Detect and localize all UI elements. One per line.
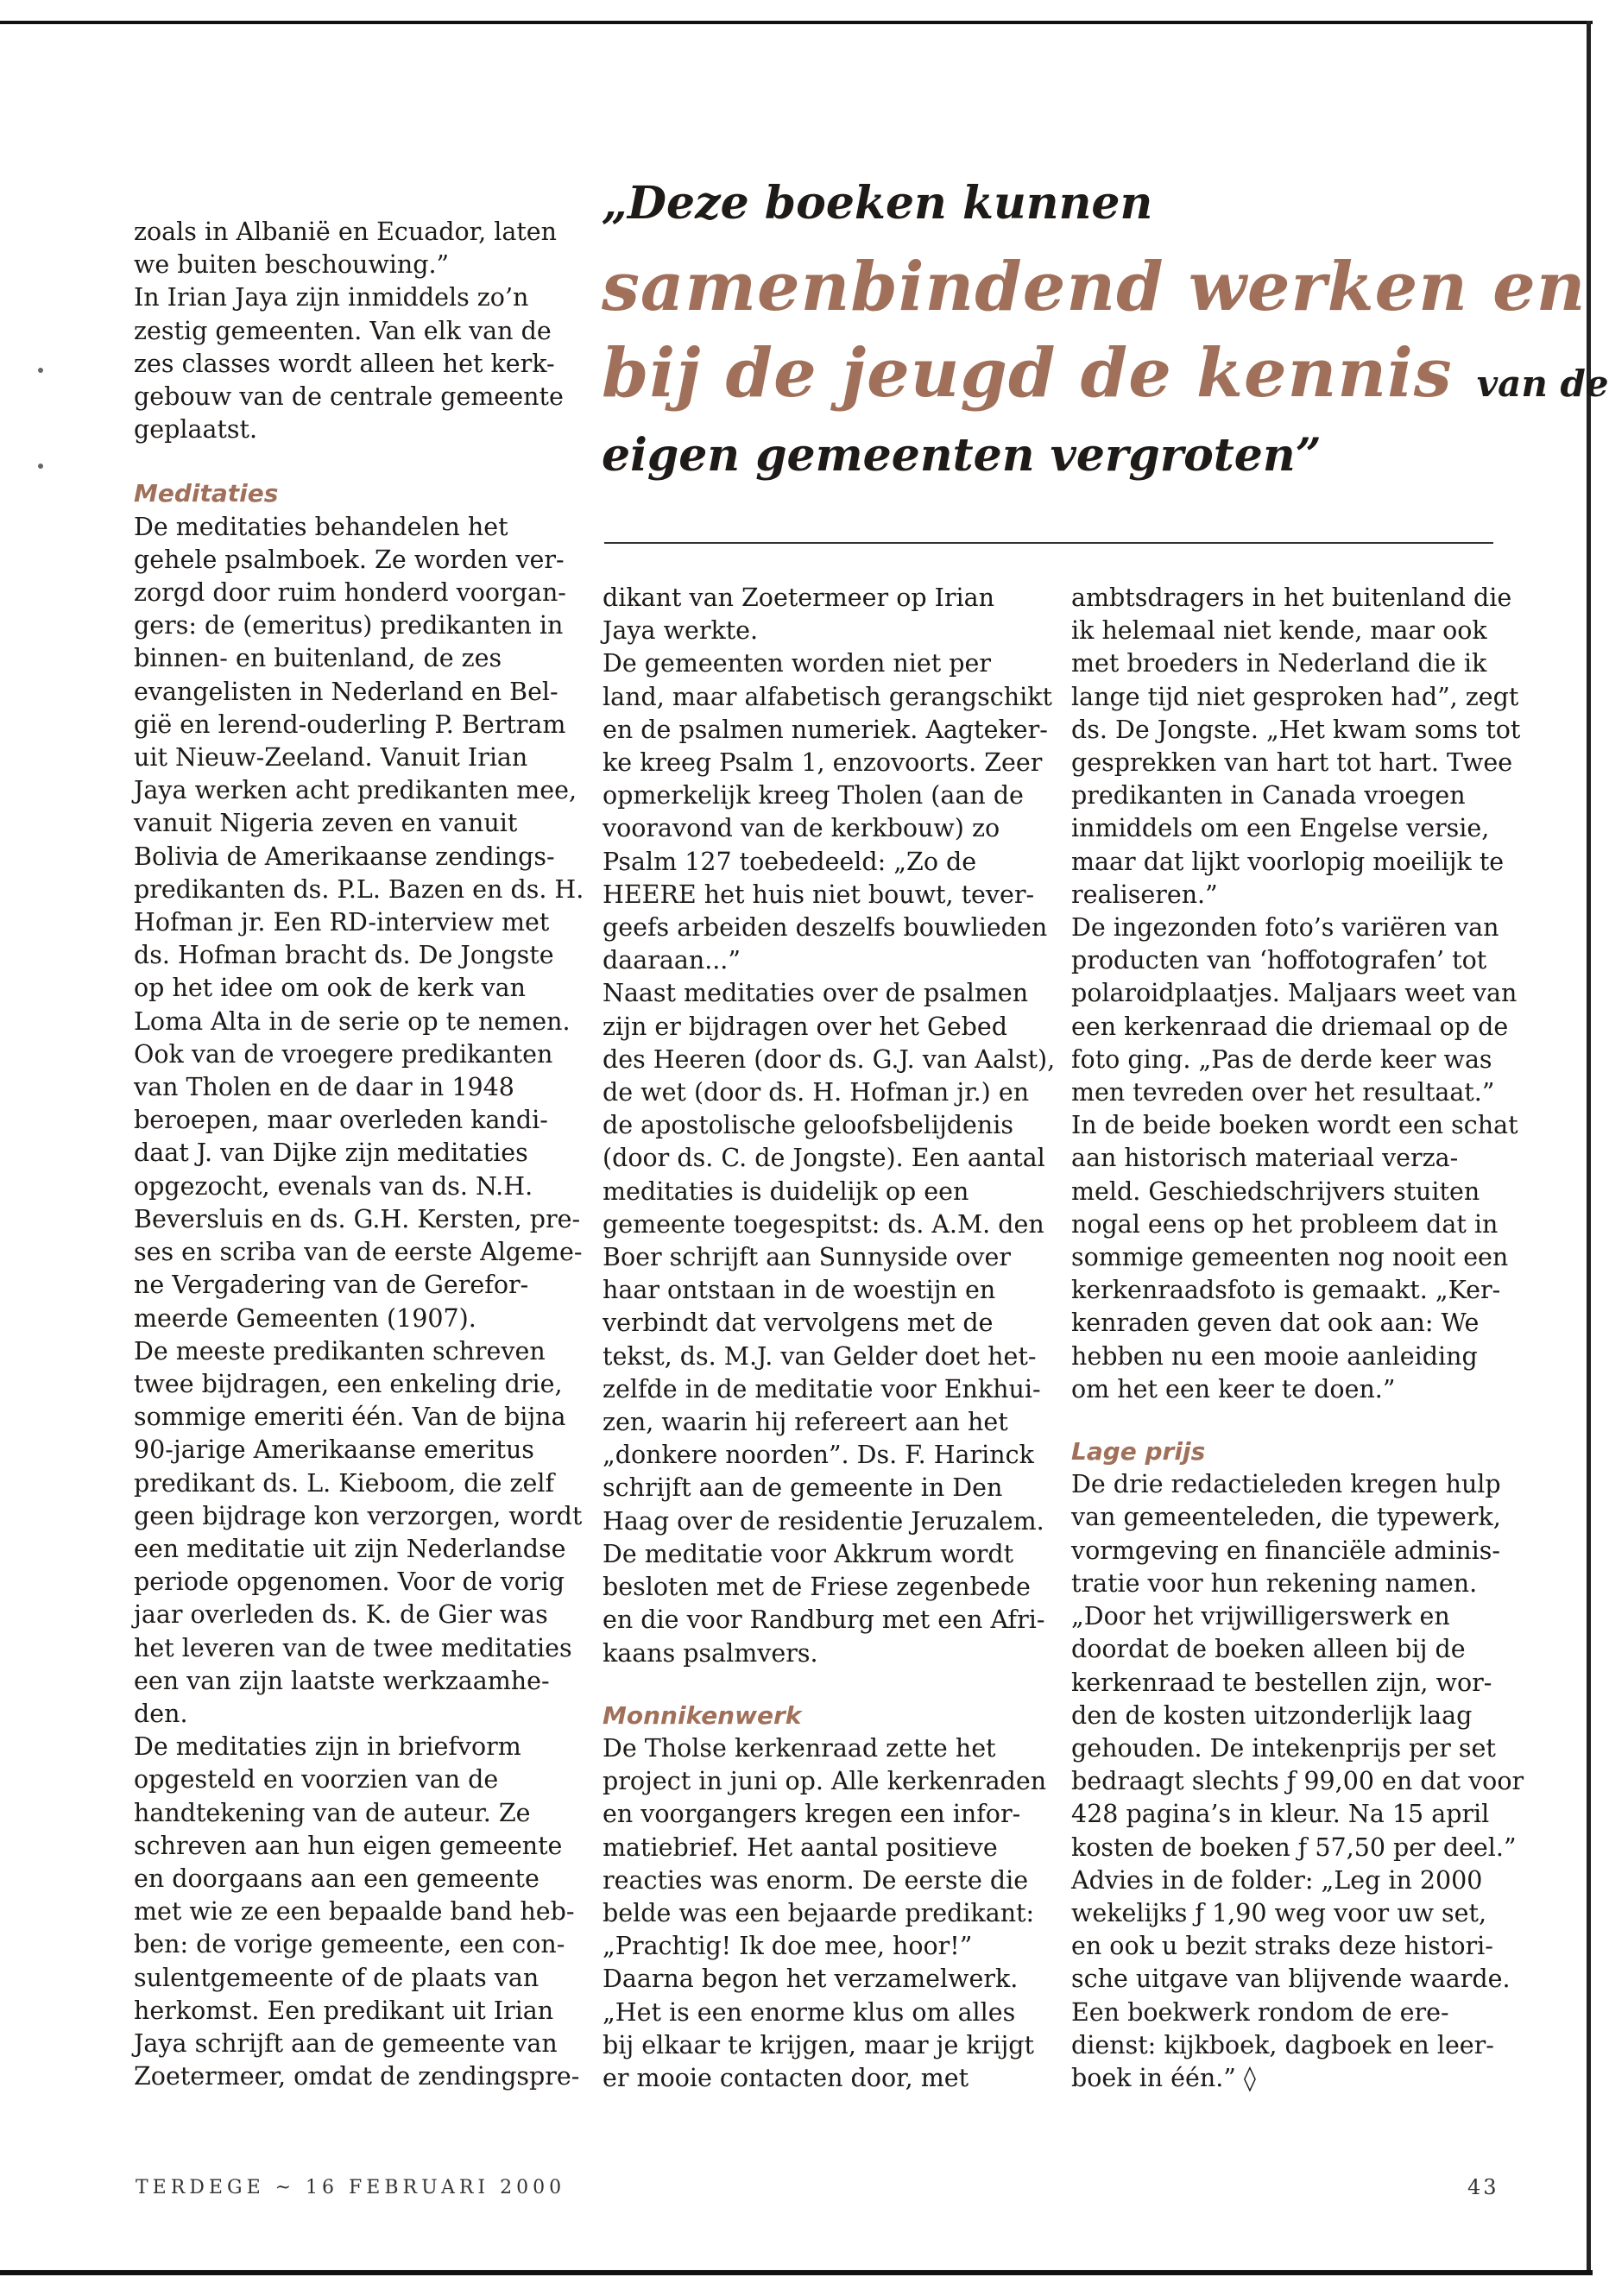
- text-line: evangelisten in Nederland en Bel-: [134, 677, 558, 706]
- text-line: binnen- en buitenland, de zes: [134, 644, 502, 673]
- text-line: men tevreden over het resultaat.”: [1071, 1078, 1495, 1107]
- margin-dot: [38, 368, 43, 373]
- text-line: De meditaties zijn in briefvorm: [134, 1732, 521, 1762]
- text-line: het leveren van de twee meditaties: [134, 1633, 572, 1662]
- top-border: [0, 21, 1593, 24]
- text-line: lange tijd niet gesproken had”, zegt: [1071, 682, 1519, 711]
- text-line: ds. Hofman bracht ds. De Jongste: [134, 941, 554, 970]
- pull-quote-line-3: [602, 334, 1609, 413]
- text-line: en doorgaans aan een gemeente: [134, 1864, 539, 1893]
- text-line: gebouw van de centrale gemeente: [134, 382, 564, 412]
- text-line: handtekening van de auteur. Ze: [134, 1798, 531, 1827]
- text-line: Ook van de vroegere predikanten: [134, 1039, 553, 1069]
- text-line: kerkenraad te bestellen zijn, wor-: [1071, 1668, 1492, 1697]
- text-line: De ingezonden foto’s variëren van: [1071, 913, 1499, 943]
- text-line: Hofman jr. Een RD-interview met: [134, 908, 550, 937]
- text-line: met wie ze een bepaalde band heb-: [134, 1897, 575, 1927]
- text-line: verbindt dat vervolgens met de: [603, 1309, 994, 1338]
- pull-quote-line-2: samenbindend werken en: [602, 248, 1587, 326]
- text-line: doordat de boeken alleen bij de: [1071, 1635, 1466, 1664]
- text-line: zijn er bijdragen over het Gebed: [603, 1012, 1008, 1041]
- text-line: vooravond van de kerkbouw) zo: [603, 814, 1000, 843]
- text-line: vanuit Nigeria zeven en vanuit: [134, 809, 518, 838]
- text-line: en de psalmen numeriek. Aagteker-: [603, 715, 1048, 744]
- text-line: zorgd door ruim honderd voorgan-: [134, 578, 566, 608]
- text-line: opgesteld en voorzien van de: [134, 1765, 499, 1795]
- text-line: schreven aan hun eigen gemeente: [134, 1831, 563, 1860]
- pull-quote-divider: [604, 542, 1493, 544]
- column-middle-after: [603, 1732, 1051, 2095]
- text-line: een van zijn laatste werkzaamhe-: [134, 1666, 550, 1695]
- text-line: De meditaties behandelen het: [134, 512, 508, 541]
- text-line: Psalm 127 toebedeeld: „Zo de: [603, 847, 977, 876]
- text-line: en voorgangers kregen een infor-: [603, 1800, 1021, 1829]
- text-line: we buiten beschouwing.”: [134, 250, 450, 280]
- text-line: ik helemaal niet kende, maar ook: [1071, 616, 1487, 646]
- text-line: foto ging. „Pas de derde keer was: [1071, 1044, 1492, 1074]
- text-line: Beversluis en ds. G.H. Kersten, pre-: [134, 1204, 581, 1233]
- text-line: predikanten ds. P.L. Bazen en ds. H.: [134, 874, 584, 904]
- footer-publication: TERDEGE ~ 16 FEBRUARI 2000: [136, 2177, 566, 2198]
- column-right-after: [1071, 1468, 1524, 2095]
- bottom-border: [0, 2270, 1593, 2275]
- text-line: bedraagt slechts ƒ 99,00 en dat voor: [1071, 1767, 1524, 1796]
- text-line: periode opgenomen. Voor de vorig: [134, 1567, 565, 1597]
- text-line: gers: de (emeritus) predikanten in: [134, 611, 564, 640]
- text-line: bij elkaar te krijgen, maar je krijgt: [603, 2030, 1034, 2059]
- column-left-body: [134, 511, 584, 2094]
- subheading-monnikenwerk: Monnikenwerk: [603, 1700, 802, 1730]
- text-line: Haag over de residentie Jeruzalem.: [603, 1506, 1044, 1536]
- subheading-lage-prijs: Lage prijs: [1071, 1437, 1206, 1467]
- text-line: Jaya werken acht predikanten mee,: [134, 776, 577, 805]
- text-line: inmiddels om een Engelse versie,: [1071, 814, 1490, 843]
- column-left: [134, 216, 584, 2093]
- text-line: nogal eens op het probleem dat in: [1071, 1209, 1499, 1239]
- text-line: ambtsdragers in het buitenland die: [1071, 583, 1512, 612]
- text-line: boek in één.” ◊: [1071, 2063, 1256, 2092]
- text-line: zoals in Albanië en Ecuador, laten: [134, 218, 558, 246]
- text-line: des Heeren (door ds. G.J. van Aalst),: [603, 1044, 1056, 1074]
- text-line: de apostolische geloofsbelijdenis: [603, 1111, 1013, 1140]
- text-line: zes classes wordt alleen het kerk-: [134, 349, 555, 378]
- text-line: matiebrief. Het aantal positieve: [603, 1832, 998, 1862]
- text-line: sche uitgave van blijvende waarde.: [1071, 1965, 1511, 1994]
- text-line: producten van ‘hoffotografen’ tot: [1071, 946, 1487, 975]
- text-line: wekelijks ƒ 1,90 weg voor uw set,: [1071, 1898, 1487, 1927]
- text-line: meditaties is duidelijk op een: [603, 1176, 969, 1206]
- text-line: gemeente toegespitst: ds. A.M. den: [603, 1209, 1044, 1239]
- text-line: zelfde in de meditatie voor Enkhui-: [603, 1374, 1041, 1403]
- column-middle: [603, 582, 1056, 2095]
- text-line: om het een keer te doen.”: [1071, 1374, 1396, 1403]
- text-line: polaroidplaatjes. Maljaars weet van: [1071, 979, 1518, 1008]
- text-line: Een boekwerk rondom de ere-: [1071, 1997, 1449, 2027]
- column-right: [1071, 582, 1524, 2095]
- text-line: daat J. van Dijke zijn meditaties: [134, 1139, 528, 1168]
- text-line: tratie voor hun rekening namen.: [1071, 1568, 1478, 1598]
- text-line: belde was een bejaarde predikant:: [603, 1898, 1035, 1927]
- text-line: op het idee om ook de kerk van: [134, 974, 526, 1003]
- text-line: van gemeenteleden, die typewerk,: [1071, 1503, 1501, 1532]
- text-line: Daarna begon het verzamelwerk.: [603, 1965, 1019, 1994]
- pull-quote-line-3-main: bij de jeugd de kennis: [602, 334, 1453, 413]
- text-line: Jaya schrijft aan de gemeente van: [134, 2028, 558, 2058]
- text-line: gehele psalmboek. Ze worden ver-: [134, 545, 565, 574]
- text-line: Naast meditaties over de psalmen: [603, 979, 1029, 1008]
- text-line: „Het is een enorme klus om alles: [603, 1997, 1016, 2027]
- text-line: (door ds. C. de Jongste). Een aantal: [603, 1144, 1045, 1173]
- text-line: geplaatst.: [134, 415, 258, 445]
- text-line: realiseren.”: [1071, 880, 1218, 909]
- text-line: besloten met de Friese zegenbede: [603, 1573, 1031, 1602]
- text-line: ne Vergadering van de Gerefor-: [134, 1271, 529, 1300]
- text-line: Loma Alta in de serie op te nemen.: [134, 1006, 571, 1036]
- text-line: ds. De Jongste. „Het kwam soms tot: [1071, 715, 1521, 744]
- text-line: den de kosten uitzonderlijk laag: [1071, 1700, 1473, 1730]
- text-line: kerkenraadsfoto is gemaakt. „Ker-: [1071, 1276, 1501, 1305]
- text-line: „donkere noorden”. Ds. F. Harinck: [603, 1441, 1034, 1470]
- text-line: herkomst. Een predikant uit Irian: [134, 1996, 554, 2025]
- text-line: sulentgemeente of de plaats van: [134, 1963, 539, 1992]
- text-line: opmerkelijk kreeg Tholen (aan de: [603, 781, 1024, 811]
- text-line: meld. Geschiedschrijvers stuiten: [1071, 1176, 1480, 1206]
- text-line: van Tholen en de daar in 1948: [134, 1073, 514, 1102]
- text-line: Zoetermeer, omdat de zendingspre-: [134, 2062, 580, 2091]
- text-line: er mooie contacten door, met: [603, 2063, 969, 2092]
- text-line: HEERE het huis niet bouwt, tever-: [603, 880, 1035, 909]
- text-line: en ook u bezit straks deze histori-: [1071, 1932, 1493, 1961]
- text-line: De meeste predikanten schreven: [134, 1336, 546, 1366]
- text-line: zen, waarin hij refereert aan het: [603, 1408, 1008, 1437]
- text-line: met broeders in Nederland die ik: [1071, 649, 1487, 678]
- text-line: Advies in de folder: „Leg in 2000: [1071, 1865, 1483, 1895]
- text-line: twee bijdragen, een enkeling drie,: [134, 1369, 563, 1398]
- column-left-intro: [134, 216, 564, 446]
- text-line: predikant ds. L. Kieboom, die zelf: [134, 1468, 555, 1498]
- text-line: In Irian Jaya zijn inmiddels zo’n: [134, 283, 529, 312]
- text-line: geen bijdrage kon verzorgen, wordt: [134, 1501, 583, 1530]
- text-line: De gemeenten worden niet per: [603, 649, 992, 678]
- text-line: „Door het vrijwilligerswerk en: [1071, 1602, 1450, 1631]
- text-line: project in juni op. Alle kerkenraden: [603, 1767, 1047, 1796]
- text-line: reacties was enorm. De eerste die: [603, 1865, 1029, 1895]
- text-line: uit Nieuw-Zeeland. Vanuit Irian: [134, 743, 528, 773]
- text-line: ses en scriba van de eerste Algeme-: [134, 1238, 583, 1267]
- text-line: maar dat lijkt voorlopig moeilijk te: [1071, 847, 1505, 876]
- column-right-body: [1071, 582, 1520, 1406]
- text-line: schrijft aan de gemeente in Den: [603, 1473, 1003, 1503]
- text-line: dikant van Zoetermeer op Irian: [603, 583, 995, 612]
- text-line: vormgeving en financiële adminis-: [1071, 1536, 1500, 1565]
- text-line: een meditatie uit zijn Nederlandse: [134, 1534, 566, 1563]
- text-line: land, maar alfabetisch gerangschikt: [603, 682, 1052, 711]
- text-line: gehouden. De intekenprijs per set: [1071, 1733, 1496, 1763]
- text-line: „Prachtig! Ik doe mee, hoor!”: [603, 1932, 973, 1961]
- text-line: Bolivia de Amerikaanse zendings-: [134, 842, 555, 871]
- text-line: jaar overleden ds. K. de Gier was: [134, 1600, 548, 1630]
- text-line: 428 pagina’s in kleur. Na 15 april: [1071, 1800, 1490, 1829]
- text-line: kosten de boeken ƒ 57,50 per deel.”: [1071, 1832, 1517, 1862]
- text-line: predikanten in Canada vroegen: [1071, 781, 1466, 811]
- text-line: en die voor Randburg met een Afri-: [603, 1605, 1045, 1635]
- text-line: In de beide boeken wordt een schat: [1071, 1111, 1518, 1140]
- text-line: kenraden geven dat ook aan: We: [1071, 1309, 1480, 1338]
- text-line: tekst, ds. M.J. van Gelder doet het-: [603, 1341, 1037, 1371]
- text-line: Jaya werkte.: [603, 616, 759, 646]
- text-line: gesprekken van hart tot hart. Twee: [1071, 748, 1513, 778]
- text-line: De meditatie voor Akkrum wordt: [603, 1539, 1014, 1568]
- text-line: De Tholse kerkenraad zette het: [603, 1733, 996, 1763]
- subheading-meditaties: Meditaties: [134, 479, 279, 508]
- text-line: kaans psalmvers.: [603, 1638, 818, 1668]
- text-line: de wet (door ds. H. Hofman jr.) en: [603, 1078, 1030, 1107]
- text-line: daaraan...”: [603, 946, 741, 975]
- text-line: Boer schrijft aan Sunnyside over: [603, 1243, 1011, 1272]
- text-line: sommige gemeenten nog nooit een: [1071, 1243, 1509, 1272]
- text-line: meerde Gemeenten (1907).: [134, 1303, 476, 1333]
- text-line: haar ontstaan in de woestijn en: [603, 1276, 996, 1305]
- text-line: 90-jarige Amerikaanse emeritus: [134, 1435, 534, 1465]
- margin-dot: [38, 464, 43, 469]
- text-line: De drie redactieleden kregen hulp: [1071, 1470, 1501, 1499]
- text-line: ben: de vorige gemeente, een con-: [134, 1930, 565, 1959]
- text-line: een kerkenraad die driemaal op de: [1071, 1012, 1509, 1041]
- pull-quote-line-3-tail: van de: [1476, 363, 1609, 405]
- text-line: zestig gemeenten. Van elk van de: [134, 316, 552, 345]
- text-line: beroepen, maar overleden kandi-: [134, 1106, 548, 1135]
- text-line: gië en lerend-ouderling P. Bertram: [134, 710, 566, 739]
- text-line: geefs arbeiden deszelfs bouwlieden: [603, 913, 1048, 943]
- text-line: ke kreeg Psalm 1, enzovoorts. Zeer: [603, 748, 1043, 778]
- text-line: opgezocht, evenals van ds. N.H.: [134, 1171, 533, 1201]
- pull-quote-line-4: eigen gemeenten vergroten”: [602, 429, 1322, 482]
- text-line: dienst: kijkboek, dagboek en leer-: [1071, 2030, 1494, 2059]
- text-line: aan historisch materiaal verza-: [1071, 1144, 1459, 1173]
- text-line: den.: [134, 1699, 188, 1728]
- pull-quote-line-1: „Deze boeken kunnen: [602, 177, 1153, 230]
- text-line: sommige emeriti één. Van de bijna: [134, 1403, 566, 1432]
- column-middle-body: [603, 582, 1056, 1670]
- text-line: hebben nu een mooie aanleiding: [1071, 1341, 1478, 1371]
- page-number: 43: [1467, 2175, 1499, 2199]
